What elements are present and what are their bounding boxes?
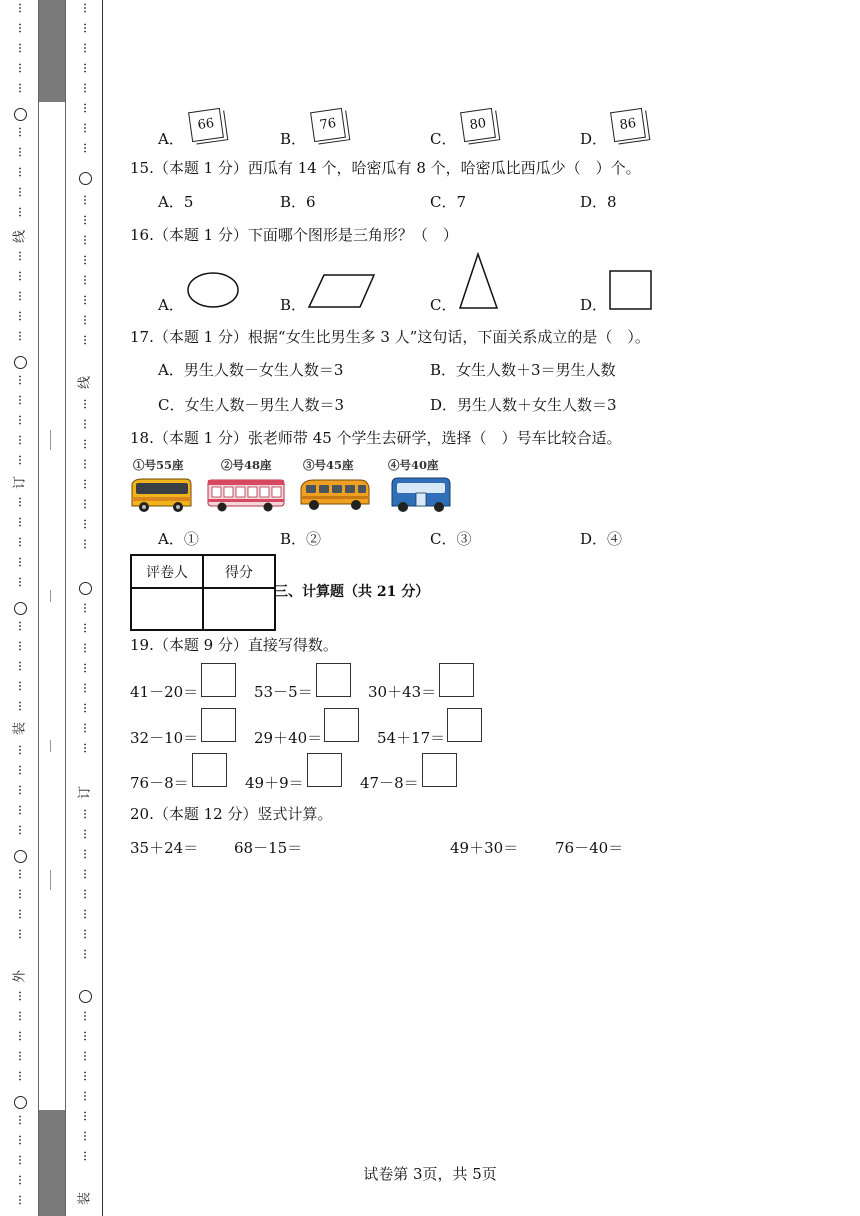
grader-header: 评卷人 [131,555,203,588]
dot-mark: ⋮ [80,1071,90,1082]
binding-label: 装 [77,1192,93,1206]
circle-mark [14,850,27,863]
answer-box[interactable] [422,753,457,787]
dot-mark: ⋮ [80,315,90,326]
q14-option-b-letter: B． [280,130,307,148]
dot-mark: ⋮ [80,335,90,346]
dot-mark: ⋮ [15,43,25,54]
band-mark [50,740,51,752]
dot-mark: ⋮ [80,603,90,614]
bus-2-label: ②号48座 [221,458,272,472]
score-header: 得分 [203,555,275,588]
dot-mark: ⋮ [80,1111,90,1122]
dot-mark: ⋮ [15,1071,25,1082]
dot-mark: ⋮ [80,1011,90,1022]
dot-mark: ⋮ [80,909,90,920]
dot-mark: ⋮ [80,663,90,674]
square-icon [608,269,654,311]
dot-mark: ⋮ [80,3,90,14]
q20-item-4: 76－40＝ [555,839,624,857]
dot-mark: ⋮ [15,1051,25,1062]
q18-option-a: A．① [158,530,199,548]
q17-stem: 17.（本题 1 分）根据“女生比男生多 3 人”这句话，下面关系成立的是（ ）。 [130,328,650,346]
band-shade-top [39,0,65,102]
dot-mark: ⋮ [80,275,90,286]
dot-mark: ⋮ [80,1031,90,1042]
binding-label: 外 [12,970,28,984]
outer-binding-strip [0,0,38,1216]
dot-mark: ⋮ [15,311,25,322]
q19-r1-c3: 30＋43＝ [368,683,437,701]
q20-item-1: 35＋24＝ [130,839,199,857]
dot-mark: ⋮ [80,519,90,530]
dot-mark: ⋮ [80,929,90,940]
bus-1-label: ①号55座 [133,458,184,472]
dot-mark: ⋮ [80,829,90,840]
dot-mark: ⋮ [15,1175,25,1186]
dot-mark: ⋮ [80,439,90,450]
q14-option-a-letter: A． [158,130,184,148]
dot-mark: ⋮ [15,929,25,940]
q15-option-b: B．6 [280,193,316,211]
dot-mark: ⋮ [15,641,25,652]
dot-mark: ⋮ [15,701,25,712]
bus-3-label: ③号45座 [303,458,354,472]
dot-mark: ⋮ [80,683,90,694]
dot-mark: ⋮ [80,83,90,94]
dot-mark: ⋮ [15,805,25,816]
answer-box[interactable] [192,753,227,787]
dot-mark: ⋮ [80,889,90,900]
dot-mark: ⋮ [80,743,90,754]
bus-4-label: ④号40座 [388,458,439,472]
dot-mark: ⋮ [15,331,25,342]
answer-box[interactable] [316,663,351,697]
binding-band [38,0,66,1216]
dot-mark: ⋮ [80,459,90,470]
answer-box[interactable] [307,753,342,787]
q15-option-d: D．8 [580,193,617,211]
page-footer: 试卷第 3页，共 5页 [363,1165,497,1183]
dot-mark: ⋮ [80,809,90,820]
dot-mark: ⋮ [80,43,90,54]
q14-option-b-card: 76 [310,108,346,142]
dot-mark: ⋮ [15,435,25,446]
dot-mark: ⋮ [15,909,25,920]
dot-mark: ⋮ [80,849,90,860]
dot-mark: ⋮ [80,123,90,134]
dot-mark: ⋮ [80,215,90,226]
dot-mark: ⋮ [15,785,25,796]
dot-mark: ⋮ [80,1051,90,1062]
inner-binding-strip [64,0,103,1216]
band-mark [50,870,51,890]
dot-mark: ⋮ [15,291,25,302]
q16-option-b-letter: B． [280,296,307,314]
triangle-icon [457,251,501,311]
dot-mark: ⋮ [80,63,90,74]
dot-mark: ⋮ [15,497,25,508]
circle-mark [79,582,92,595]
dot-mark: ⋮ [15,251,25,262]
dot-mark: ⋮ [80,103,90,114]
dot-mark: ⋮ [15,63,25,74]
q14-option-a-card: 66 [188,108,224,142]
score-cell[interactable] [203,588,275,630]
bus-2-icon [206,476,286,514]
q15-stem: 15.（本题 1 分）西瓜有 14 个，哈密瓜有 8 个，哈密瓜比西瓜少（ ）个。 [130,159,641,177]
q16-option-d-letter: D． [580,296,608,314]
circle-mark [14,356,27,369]
bus-1-icon [128,476,194,516]
dot-mark: ⋮ [15,1135,25,1146]
q14-option-c-card: 80 [460,108,496,142]
dot-mark: ⋮ [15,681,25,692]
q19-r3-c3: 47－8＝ [360,774,419,792]
answer-box[interactable] [324,708,359,742]
dot-mark: ⋮ [80,235,90,246]
answer-box[interactable] [201,708,236,742]
q14-option-c-letter: C． [430,130,457,148]
dot-mark: ⋮ [15,537,25,548]
dot-mark: ⋮ [15,825,25,836]
dot-mark: ⋮ [15,455,25,466]
q14-option-d-letter: D． [580,130,608,148]
dot-mark: ⋮ [80,479,90,490]
dot-mark: ⋮ [15,375,25,386]
score-table [130,554,276,631]
q19-r2-c1: 32－10＝ [130,729,199,747]
dot-mark: ⋮ [80,723,90,734]
dot-mark: ⋮ [80,499,90,510]
dot-mark: ⋮ [15,577,25,588]
q20-stem: 20.（本题 12 分）竖式计算。 [130,805,333,823]
q19-r1-c2: 53－5＝ [254,683,313,701]
grader-cell[interactable] [131,588,203,630]
dot-mark: ⋮ [15,167,25,178]
dot-mark: ⋮ [80,399,90,410]
dot-mark: ⋮ [15,889,25,900]
dot-mark: ⋮ [15,415,25,426]
dot-mark: ⋮ [80,419,90,430]
q15-option-a: A．5 [158,193,194,211]
q17-option-d: D．男生人数＋女生人数＝3 [430,396,617,414]
circle-mark [14,108,27,121]
q17-option-c: C．女生人数－男生人数＝3 [158,396,345,414]
binding-label: 装 [12,722,28,736]
binding-label: 订 [77,786,93,800]
answer-box[interactable] [439,663,474,697]
q17-option-b: B．女生人数＋3＝男生人数 [430,361,616,379]
dot-mark: ⋮ [15,517,25,528]
q18-option-c: C．③ [430,530,472,548]
dot-mark: ⋮ [15,83,25,94]
dot-mark: ⋮ [15,661,25,672]
dot-mark: ⋮ [15,1011,25,1022]
dot-mark: ⋮ [80,1131,90,1142]
q15-option-c: C．7 [430,193,467,211]
dot-mark: ⋮ [15,127,25,138]
q16-option-c-letter: C． [430,296,457,314]
dot-mark: ⋮ [80,255,90,266]
q14-option-d-card: 86 [610,108,646,142]
dot-mark: ⋮ [15,621,25,632]
circle-mark [79,990,92,1003]
ellipse-icon [186,270,242,310]
q16-option-a-letter: A． [158,296,184,314]
dot-mark: ⋮ [80,539,90,550]
dot-mark: ⋮ [80,949,90,960]
binding-label: 线 [12,230,28,244]
q18-option-b: B．② [280,530,322,548]
circle-mark [79,172,92,185]
dot-mark: ⋮ [15,147,25,158]
dot-mark: ⋮ [15,765,25,776]
q19-r1-c1: 41－20＝ [130,683,199,701]
dot-mark: ⋮ [80,623,90,634]
q19-stem: 19.（本题 9 分）直接写得数。 [130,636,338,654]
dot-mark: ⋮ [80,1091,90,1102]
dot-mark: ⋮ [15,271,25,282]
bus-4-icon [388,474,454,516]
dot-mark: ⋮ [15,1155,25,1166]
section3-title: 三、计算题（共 21 分） [274,584,430,600]
dot-mark: ⋮ [15,207,25,218]
dot-mark: ⋮ [15,3,25,14]
dot-mark: ⋮ [80,643,90,654]
dot-mark: ⋮ [80,195,90,206]
circle-mark [14,602,27,615]
q20-item-3: 49＋30＝ [450,839,519,857]
band-mark [50,430,51,450]
q20-item-2: 68－15＝ [234,839,303,857]
dot-mark: ⋮ [15,745,25,756]
parallelogram-icon [306,272,378,310]
q19-r3-c2: 49＋9＝ [245,774,304,792]
answer-box[interactable] [201,663,236,697]
band-mark [50,590,51,602]
dot-mark: ⋮ [15,1195,25,1206]
bus-3-icon [298,476,372,514]
dot-mark: ⋮ [15,991,25,1002]
dot-mark: ⋮ [80,703,90,714]
binding-label: 订 [12,476,28,490]
dot-mark: ⋮ [15,23,25,34]
dot-mark: ⋮ [80,23,90,34]
q19-r3-c1: 76－8＝ [130,774,189,792]
circle-mark [14,1096,27,1109]
q17-option-a: A．男生人数－女生人数＝3 [158,361,344,379]
q18-stem: 18.（本题 1 分）张老师带 45 个学生去研学，选择（ ）号车比较合适。 [130,429,622,447]
q19-r2-c3: 54＋17＝ [377,729,446,747]
dot-mark: ⋮ [80,1151,90,1162]
q16-stem: 16.（本题 1 分）下面哪个图形是三角形？（ ） [130,226,458,244]
dot-mark: ⋮ [15,557,25,568]
dot-mark: ⋮ [80,143,90,154]
q19-r2-c2: 29＋40＝ [254,729,323,747]
q18-option-d: D．④ [580,530,623,548]
dot-mark: ⋮ [80,869,90,880]
dot-mark: ⋮ [80,295,90,306]
answer-box[interactable] [447,708,482,742]
dot-mark: ⋮ [15,869,25,880]
dot-mark: ⋮ [15,1115,25,1126]
binding-label: 线 [77,376,93,390]
dot-mark: ⋮ [15,187,25,198]
dot-mark: ⋮ [15,395,25,406]
dot-mark: ⋮ [15,1031,25,1042]
